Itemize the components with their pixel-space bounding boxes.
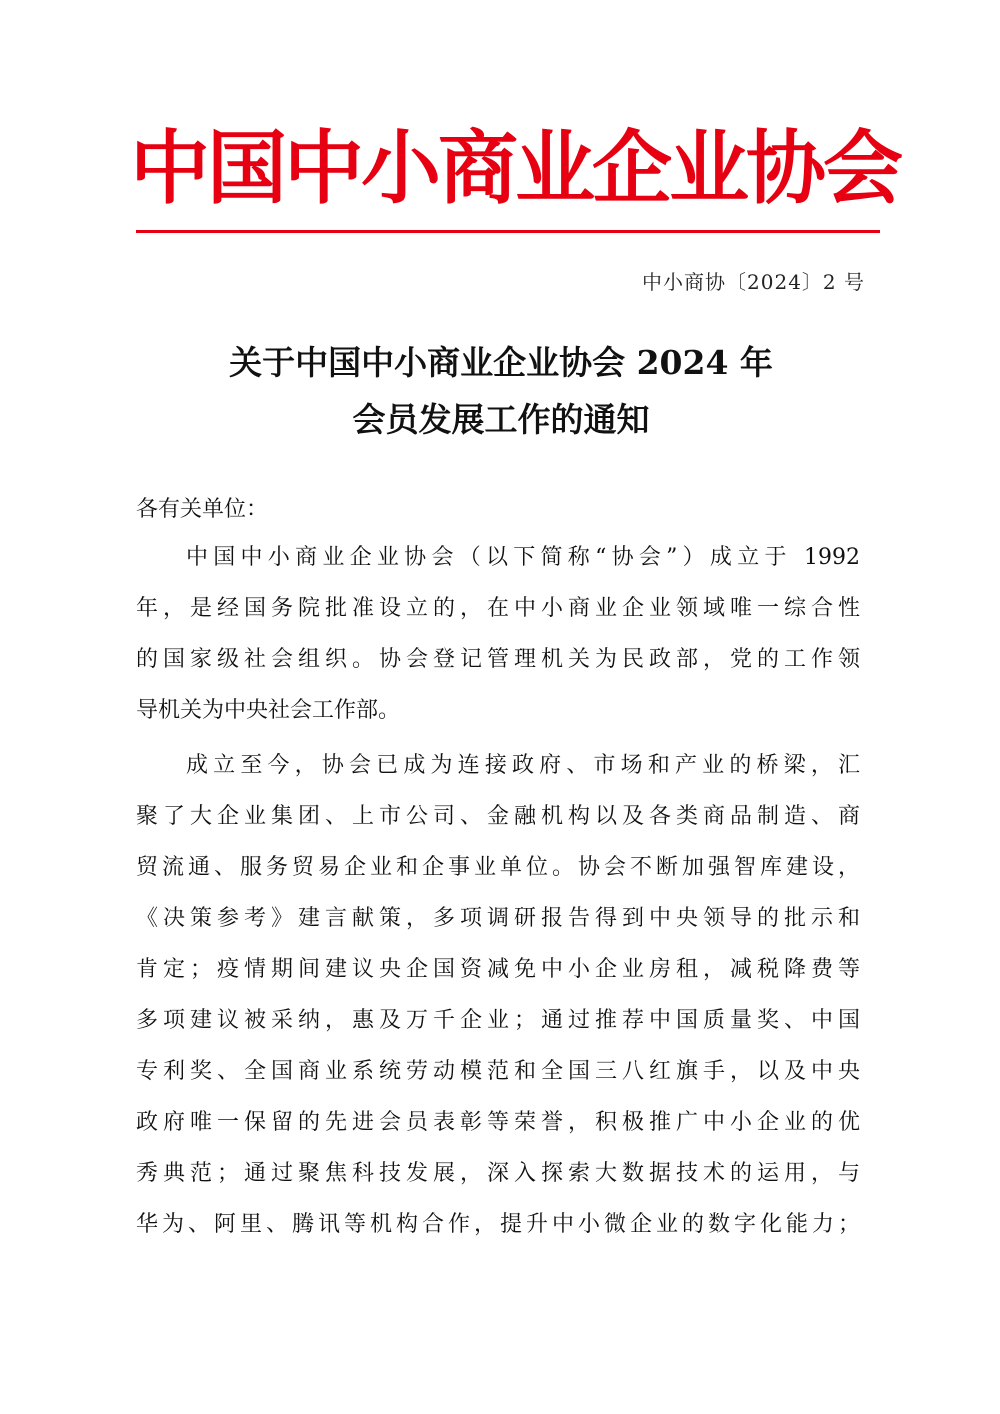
document-title [136,334,866,448]
document-number: 中小商协〔2024〕2 号 [642,270,865,294]
paragraph-1 [136,532,860,736]
paragraph-line: 肯定；疫情期间建议央企国资减免中小企业房租，减税降费等 [136,957,860,982]
paragraph-2 [136,740,860,1250]
paragraph-line: 秀典范；通过聚焦科技发展，深入探索大数据技术的运用，与 [136,1161,860,1186]
salutation: 各有关单位： [136,497,269,522]
document-body [136,532,860,1254]
paragraph-line: 中国中小商业企业协会（以下简称“协会”）成立于 1992 [186,545,860,570]
paragraph-line: 年，是经国务院批准设立的，在中小商业企业领域唯一综合性 [136,596,860,621]
paragraph-line: 《决策参考》建言献策，多项调研报告得到中央领导的批示和 [136,906,860,931]
paragraph-line: 华为、阿里、腾讯等机构合作，提升中小微企业的数字化能力； [136,1212,860,1237]
paragraph-line: 贸流通、服务贸易企业和企事业单位。协会不断加强智库建设， [136,855,860,880]
paragraph-line: 导机关为中央社会工作部。 [136,698,401,723]
paragraph-line: 成立至今，协会已成为连接政府、市场和产业的桥梁，汇 [186,753,860,778]
title-line-1: 关于中国中小商业企业协会 2024 年 [229,343,773,382]
organization-masthead: 中国中小商业企业协会 [130,121,900,215]
paragraph-line: 聚了大企业集团、上市公司、金融机构以及各类商品制造、商 [136,804,860,829]
paragraph-line: 多项建议被采纳，惠及万千企业；通过推荐中国质量奖、中国 [136,1008,860,1033]
paragraph-line: 专利奖、全国商业系统劳动模范和全国三八红旗手，以及中央 [136,1059,860,1084]
title-line-2: 会员发展工作的通知 [352,400,650,439]
paragraph-line: 政府唯一保留的先进会员表彰等荣誉，积极推广中小企业的优 [136,1110,860,1135]
paragraph-line: 的国家级社会组织。协会登记管理机关为民政部，党的工作领 [136,647,860,672]
red-divider-line [136,230,880,233]
